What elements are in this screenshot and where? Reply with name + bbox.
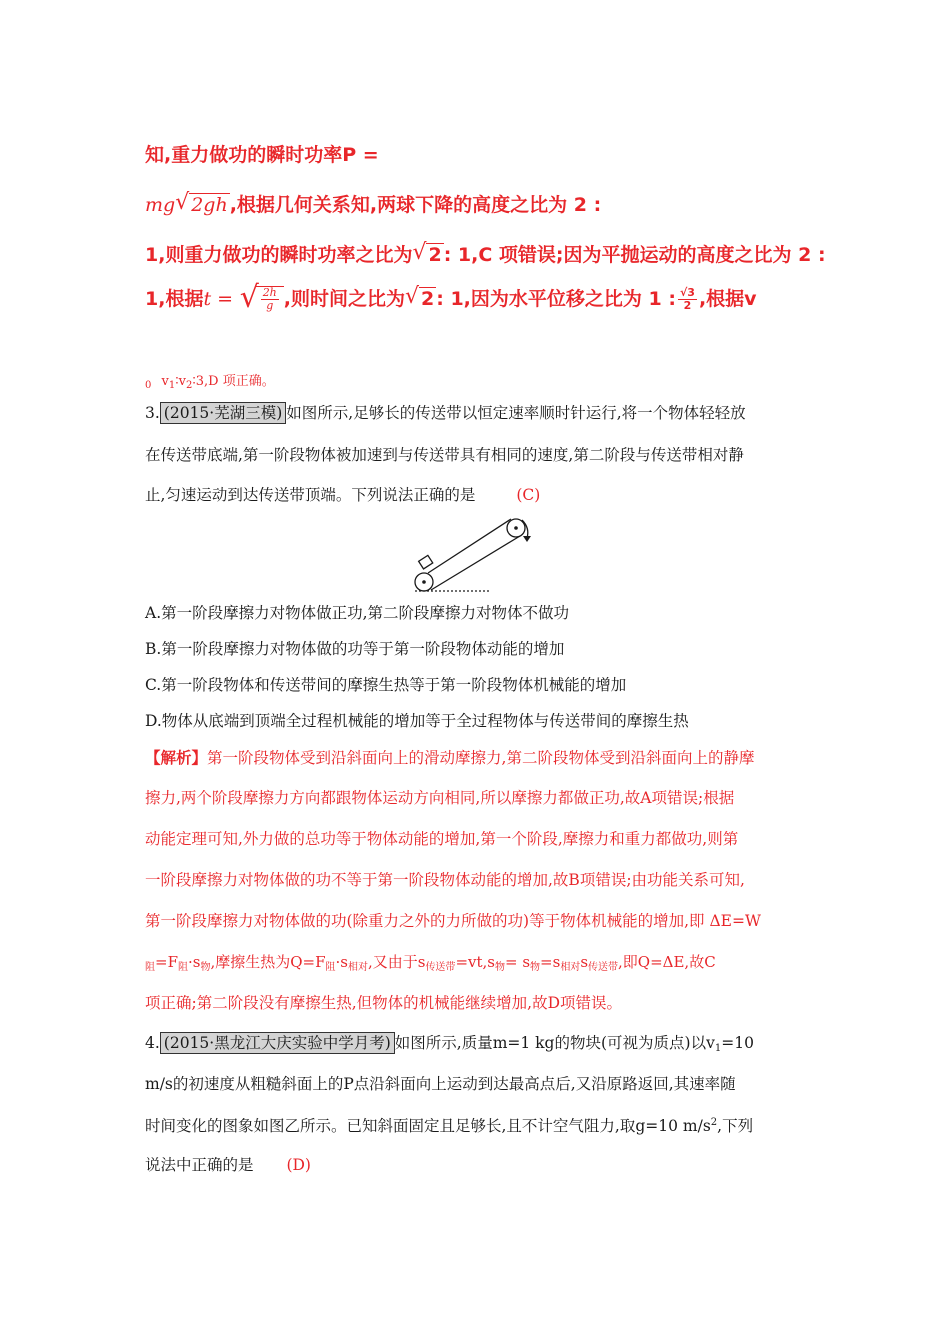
q3-option-b: B.第一阶段摩擦力对物体做的功等于第一阶段物体动能的增加 [145,640,565,658]
object-block [419,555,433,569]
answer-label: (D) [286,1156,311,1174]
arrowhead-icon [523,536,531,542]
sqrt-2: √ 2 [412,240,442,266]
q3-analysis-line-2: 擦力,两个阶段摩擦力方向都跟物体运动方向相同,所以摩擦力都做正功,故A项错误;根据 [145,789,735,807]
formula-t: t = [203,288,234,310]
question-number: 4. [145,1034,160,1052]
top-roller-axle [514,526,518,530]
q3-option-c: C.第一阶段物体和传送带间的摩擦生热等于第一阶段物体机械能的增加 [145,676,627,694]
solution-line-1 [145,140,379,167]
q3-stem-line-2: 在传送带底端,第一阶段物体被加速到与传送带具有相同的速度,第二阶段与传送带相对静 [145,446,744,464]
q3-analysis-line-7: 项正确;第二阶段没有摩擦生热,但物体的机械能继续增加,故D项错误。 [145,994,623,1012]
q3-option-d: D.物体从底端到顶端全过程机械能的增加等于全过程物体与传送带间的摩擦生热 [145,712,689,730]
q3-analysis-line-5: 第一阶段摩擦力对物体做的功(除重力之外的力所做的功)等于物体机械能的增加,即 ΔE=W [145,912,761,930]
solution-text: 知,重力做功的瞬时功率P = [145,144,379,166]
q4-stem-line-2: m/s的初速度从粗糙斜面上的P点沿斜面向上运动到达最高点后,又沿原路返回,其速率随 [145,1075,736,1093]
sqrt-2h-over-g: √ $\frac{2h}{g}$ [240,286,284,312]
solution-line-3: 1,则重力做功的瞬时功率之比为 √ 2 : 1,C 项错误;因为平抛运动的高度之比为 2 : [145,240,826,266]
q3-analysis-line-6: $_阻=F_阻\cdot s_物$,摩擦生热为$Q=F_阻\cdot s_{相对}$,又由于$s_{传送带}=vt,s_物= s_物=s_{相对}s_{传送带}$,即Q=ΔE,故C [145,953,716,973]
q4-stem-line-3: 时间变化的图象如图乙所示。已知斜面固定且足够长,且不计空气阻力,取g=10 $m/s^2$,下列 [145,1117,754,1135]
fraction-sqrt3-over-2: $\frac{√3}{2}$ [679,286,695,312]
formula-mg: mg [145,194,176,216]
sqrt-icon: √ [405,284,420,309]
belt-upper-edge [428,519,511,573]
analysis-label: 【解析】 [145,748,208,767]
source-tag: (2015·芜湖三模) [160,402,286,424]
conveyor-belt-figure [410,516,560,600]
q3-stem-line-3: 止,匀速运动到达传送带顶端。下列说法正确的是 (C) [145,486,541,504]
q3-analysis-line-3: 动能定理可知,外力做的总功等于物体动能的增加,第一个阶段,摩擦力和重力都做功,则第 [145,830,739,848]
solution-line-4: 1,根据t = √ $\frac{2h}{g}$ ,则时间之比为 √ 2 : 1,因为水平位移之比为 1 : $\frac{√3}{2}$ ,根据v [145,280,757,315]
sqrt-2gh: √ 2gh [175,190,228,216]
question-number: 3. [145,404,160,422]
q4-stem-line-1: 4. (2015·黑龙江大庆实验中学月考) 如图所示,质量m=1 kg的物块(可视为质点)以$v_1=10$ [145,1034,754,1054]
sqrt-icon: √ [239,280,259,315]
solution-line-2: mg √ 2gh ,根据几何关系知,两球下降的高度之比为 2 : [145,190,602,216]
sqrt-icon: √ [412,240,427,265]
q3-stem-line-1: 3. (2015·芜湖三模) 如图所示,足够长的传送带以恒定速率顺时针运行,将一个物体轻轻放 [145,404,746,422]
sqrt-2: √ 2 [405,284,435,310]
solution-line-5: $_0$ $v_1∶v_2∶3,D$ 项正确。 [145,374,275,391]
q4-stem-line-4: 说法中正确的是 (D) [145,1156,311,1174]
sqrt-icon: √ [175,190,190,215]
bottom-roller-axle [422,580,426,584]
q3-analysis-line-1: 【解析】第一阶段物体受到沿斜面向上的滑动摩擦力,第二阶段物体受到沿斜面向上的静摩 [145,748,755,767]
answer-label: (C) [516,486,541,504]
q3-option-a: A.第一阶段摩擦力对物体做正功,第二阶段摩擦力对物体不做功 [145,604,570,622]
source-tag: (2015·黑龙江大庆实验中学月考) [160,1032,395,1054]
q3-analysis-line-4: 一阶段摩擦力对物体做的功不等于第一阶段物体动能的增加,故B项错误;由功能关系可知, [145,871,745,889]
